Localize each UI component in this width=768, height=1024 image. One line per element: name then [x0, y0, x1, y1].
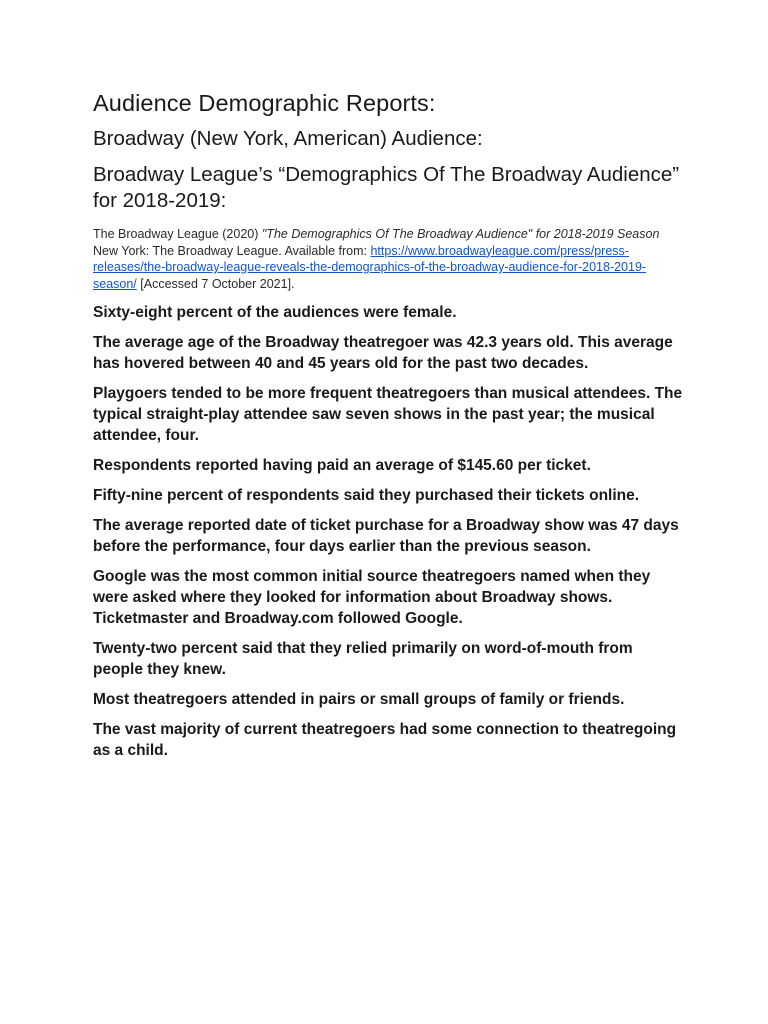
citation-url-link[interactable]: https://www.broadwayleague.com/press/press-releases/the-broadway-league-reveals-the-demographics-of-the-broadway-audience-for-2018-2019-season/ — [93, 243, 647, 291]
paragraph-childhood-connection: The vast majority of current theatregoers had some connection to theatregoing as a child. — [93, 721, 677, 759]
paragraph-female-share: Sixty-eight percent of the audiences were female. — [93, 304, 457, 321]
paragraph-info-source: Google was the most common initial source theatregoers named when they were asked where they looked for information about Broadway shows. Ticketmaster and Broadway.com followed Google. — [93, 568, 651, 627]
paragraph-purchase-date: The average reported date of ticket purchase for a Broadway show was 47 days before the performance, four days earlier than the previous season. — [93, 517, 679, 555]
citation-author: The Broadway League (2020) — [93, 227, 262, 241]
paragraph-word-of-mouth: Twenty-two percent said that they relied primarily on word-of-mouth from people they knew. — [93, 640, 633, 678]
citation-publisher: New York: The Broadway League. Available from: — [93, 243, 371, 258]
section-heading: Broadway (New York, American) Audience: — [93, 127, 483, 150]
paragraph-average-age: The average age of the Broadway theatregoer was 42.3 years old. This average has hovered between 40 and 45 years old for the past two decades. — [93, 334, 673, 372]
citation-accessed: [Accessed 7 October 2021]. — [136, 276, 295, 291]
report-title: Broadway League’s “Demographics Of The Broadway Audience” for 2018-2019: — [93, 163, 680, 212]
paragraph-playgoers-frequency: Playgoers tended to be more frequent theatregoers than musical attendees. The typical straight-play attendee saw seven shows in the past year; the musical attendee, four. — [93, 385, 683, 444]
paragraph-group-attendance: Most theatregoers attended in pairs or small groups of family or friends. — [93, 691, 625, 708]
citation — [93, 226, 683, 292]
paragraph-ticket-price: Respondents reported having paid an average of $145.60 per ticket. — [93, 457, 591, 474]
page-heading: Audience Demographic Reports: — [93, 90, 436, 116]
paragraph-online-purchase: Fifty-nine percent of respondents said they purchased their tickets online. — [93, 487, 640, 504]
document-page — [93, 88, 683, 770]
citation-title: "The Demographics Of The Broadway Audience" for 2018-2019 Season — [261, 227, 660, 241]
